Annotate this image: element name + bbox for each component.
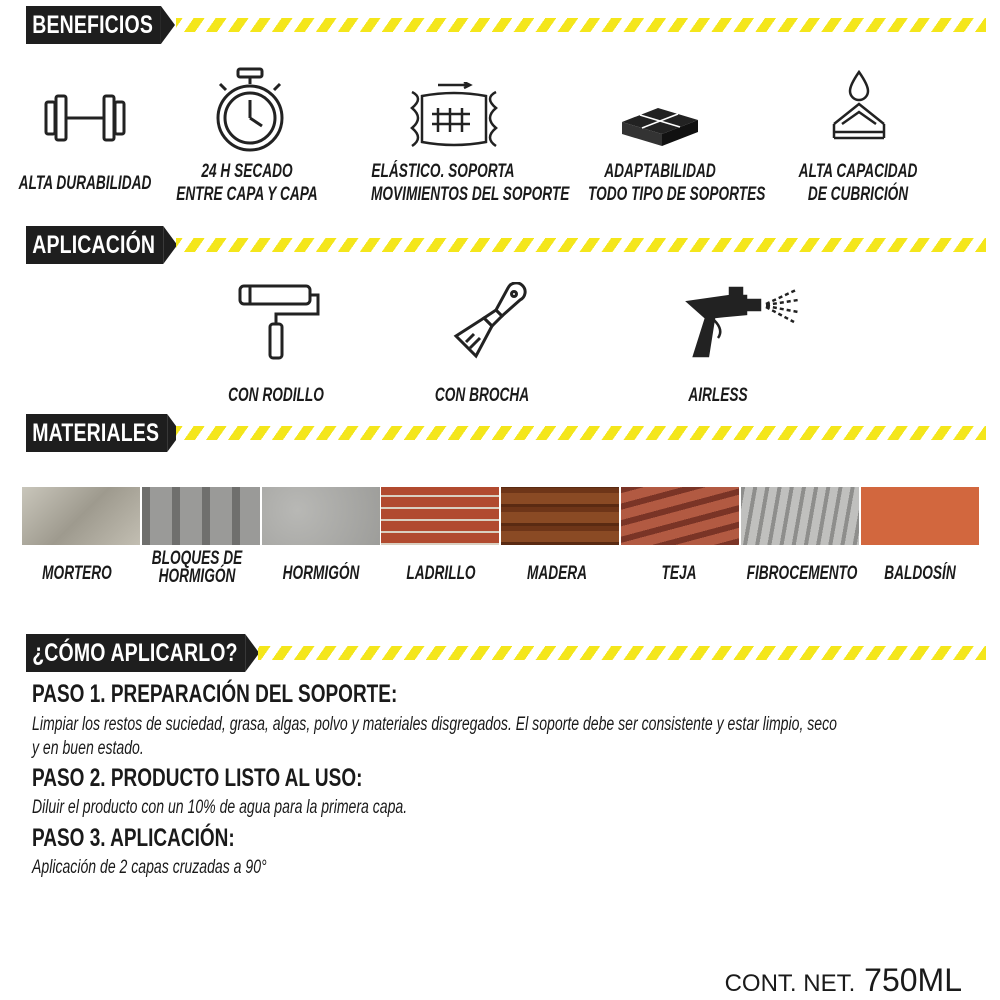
step-3-title: PASO 3. APLICACIÓN: — [32, 824, 235, 852]
section-title: APLICACIÓN — [26, 226, 163, 264]
stopwatch-icon — [212, 66, 292, 152]
material-image-ladrillo — [381, 487, 499, 545]
application-label: AIRLESS — [688, 385, 748, 406]
material-image-baldosin — [861, 487, 979, 545]
caution-stripe — [176, 18, 986, 32]
material-label: MADERA — [526, 563, 588, 584]
step-3-text: Aplicación de 2 capas cruzadas a 90° — [32, 857, 267, 878]
material-label: BLOQUES DE HORMIGÓN — [151, 548, 243, 587]
material-image-mortero — [22, 487, 140, 545]
section-header-como — [26, 634, 986, 672]
material-label: LADRILLO — [406, 563, 476, 584]
paint-brush-icon — [450, 282, 532, 362]
net-content-prefix: CONT. NET. — [724, 970, 856, 997]
application-label: CON RODILLO — [228, 385, 324, 406]
material-image-bloques — [142, 487, 260, 545]
section-title: BENEFICIOS — [26, 6, 161, 44]
section-title: ¿CÓMO APLICARLO? — [26, 634, 245, 672]
section-header-materiales — [26, 414, 986, 452]
spray-gun-icon — [684, 282, 802, 362]
caution-stripe — [258, 646, 986, 660]
net-content-value: 750ML — [864, 962, 962, 998]
material-image-teja — [621, 487, 739, 545]
net-content — [725, 962, 962, 999]
drop-roof-icon — [828, 68, 890, 150]
tiles-block-icon — [618, 102, 702, 148]
benefit-label: 24 H SECADO ENTRE CAPA Y CAPA — [176, 161, 318, 205]
material-label: MORTERO — [42, 563, 112, 584]
section-title: MATERIALES — [26, 414, 167, 452]
step-2-title: PASO 2. PRODUCTO LISTO AL USO: — [32, 764, 363, 792]
material-image-madera — [501, 487, 619, 545]
material-label: FIBROCEMENTO — [746, 563, 858, 584]
application-label: CON BROCHA — [434, 385, 530, 406]
elastic-mesh-icon — [404, 82, 504, 152]
step-1-title: PASO 1. PREPARACIÓN DEL SOPORTE: — [32, 680, 398, 708]
material-label: TEJA — [661, 563, 697, 584]
material-label: BALDOSÍN — [884, 563, 956, 584]
dumbbell-icon — [40, 88, 130, 148]
material-image-fibrocemento — [741, 487, 859, 545]
benefit-label: ADAPTABILIDAD TODO TIPO DE SOPORTES — [588, 161, 766, 205]
paint-roller-icon — [232, 282, 324, 362]
section-header-aplicacion — [26, 226, 986, 264]
section-header-beneficios — [26, 6, 986, 44]
step-1-text: Limpiar los restos de suciedad, grasa, algas, polvo y materiales disgregados. El soporte debe ser consistente y estar limpio, seco y en buen estado. — [32, 714, 837, 759]
caution-stripe — [176, 426, 986, 440]
caution-stripe — [176, 238, 986, 252]
benefit-label: ALTA CAPACIDAD DE CUBRICIÓN — [798, 161, 918, 205]
material-image-hormigon — [262, 487, 380, 545]
material-label: HORMIGÓN — [282, 563, 360, 584]
step-2-text: Diluir el producto con un 10% de agua para la primera capa. — [32, 797, 408, 818]
benefit-label: ALTA DURABILIDAD — [18, 173, 152, 194]
benefit-label: ELÁSTICO. SOPORTA MOVIMIENTOS DEL SOPORTE — [371, 161, 570, 205]
